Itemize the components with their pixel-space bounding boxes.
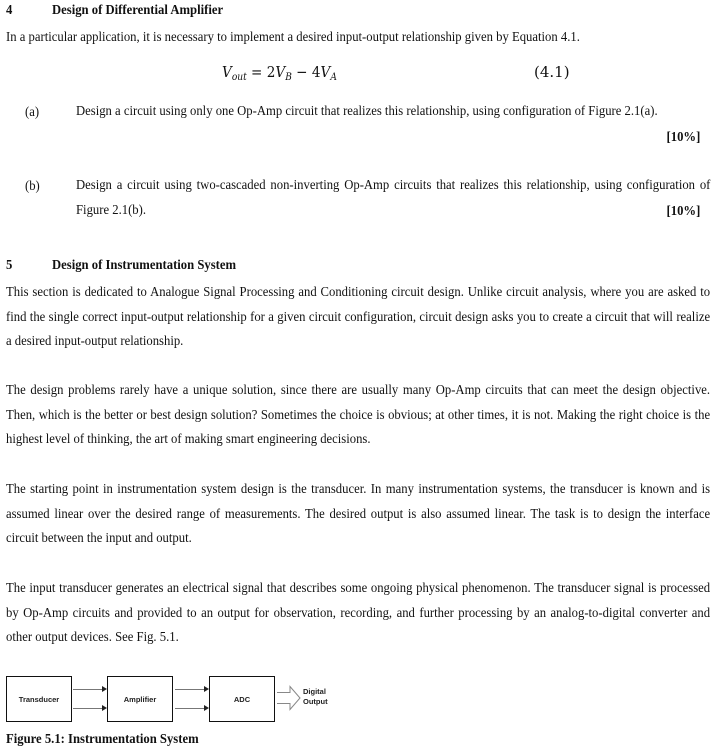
eq-operator: − 4 — [291, 63, 321, 81]
arrowhead-icon — [204, 705, 209, 711]
block-adc: ADC — [209, 676, 275, 722]
eq-sub: out — [231, 72, 247, 83]
section-number: 5 — [6, 258, 13, 273]
signal-line — [73, 689, 103, 690]
signal-line — [175, 708, 204, 709]
eq-sub: A — [330, 72, 337, 83]
arrowhead-icon — [102, 686, 107, 692]
arrowhead-icon — [204, 686, 209, 692]
intro-text: In a particular application, it is necessary to implement a desired input-output relationship given by Equation 4.1. — [6, 30, 580, 45]
eq-operator: = 2 — [246, 63, 276, 81]
section-4-intro — [6, 30, 640, 46]
marks-badge: [10%] — [666, 130, 700, 145]
paragraph-4: The input transducer generates an electrical signal that describes some ongoing physical phenomenon. The transducer signal is processed by Op-Amp circuits and provided to an output for observation, recording, and further processing by an analog-to-digital converter and other output devices. See Fig. 5.1. — [6, 581, 711, 645]
signal-line — [73, 708, 103, 709]
item-label: (a) — [25, 105, 40, 120]
equation-number: (4.1) — [534, 63, 570, 81]
eq-var: V — [320, 63, 331, 81]
block-amplifier: Amplifier — [107, 676, 173, 722]
eq-var: V — [222, 63, 232, 81]
paragraph-3: The starting point in instrumentation system design is the transducer. In many instrumentation systems, the transducer is known and is assumed linear over the desired range of measurements. The desired output is also assumed linear. The task is to design the interface circuit between the input and output. — [6, 482, 711, 546]
paragraph-1: This section is dedicated to Analogue Signal Processing and Conditioning circuit design. Unlike circuit analysis, where you are asked to find the single correct input-output relationship for a given circuit configuration, circuit design asks you to create a circuit that will realize a desired input-output relationship. — [6, 285, 711, 349]
item-text: Design a circuit using only one Op-Amp circuit that realizes this relationship, using configuration of Figure 2.1(a). — [76, 104, 658, 119]
eq-sub: B — [285, 72, 292, 83]
figure-caption: Figure 5.1: Instrumentation System — [6, 732, 199, 747]
eq-var: V — [275, 63, 286, 81]
item-label: (b) — [25, 179, 40, 194]
block-transducer: Transducer — [6, 676, 72, 722]
arrowhead-icon — [102, 705, 107, 711]
signal-line — [175, 689, 204, 690]
item-text: Design a circuit using two-cascaded non-inverting Op-Amp circuits that realizes this relationship, using configuration of Figure 2.1(b). — [76, 178, 711, 218]
section-number: 4 — [6, 3, 13, 18]
marks-badge: [10%] — [666, 204, 700, 219]
section-title: Design of Instrumentation System — [52, 258, 237, 273]
digital-output-arrow-icon — [276, 685, 302, 711]
paragraph-2: The design problems rarely have a unique solution, since there are usually many Op-Amp circuits that can meet the design objective. Then, which is the better or best design solution? Sometimes the choice is obvious; at other times, it is not. Making the right choice is the highest level of thinking, the art of making smart engineering decisions. — [6, 383, 711, 447]
equation-4-1 — [222, 63, 349, 87]
section-title: Design of Differential Amplifier — [52, 3, 224, 18]
digital-output-label: Digital Output — [303, 687, 328, 706]
figure-5-1-block-diagram — [0, 664, 360, 730]
